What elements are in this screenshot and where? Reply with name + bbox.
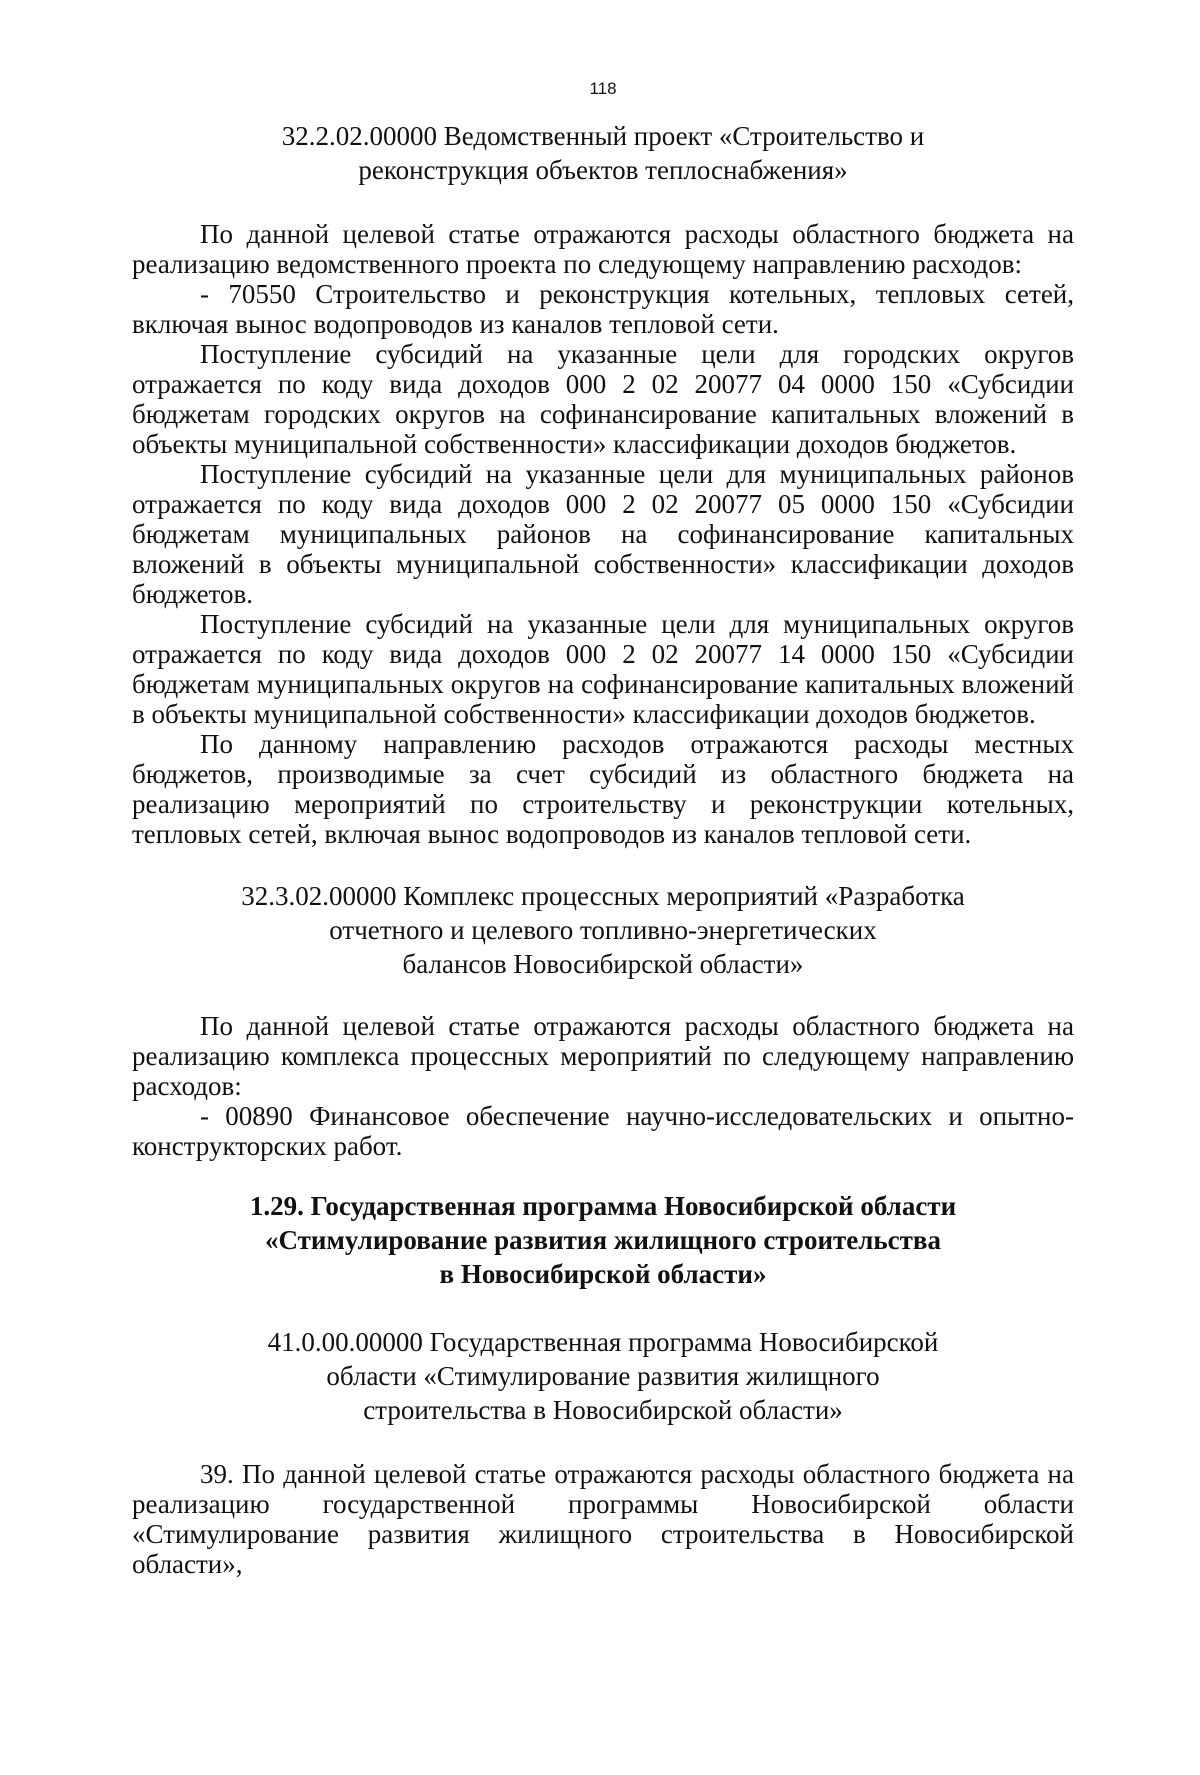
section-title-32-3-02	[132, 879, 1074, 981]
section-title-line: строительства в Новосибирской области»	[363, 1395, 843, 1425]
section-body-41-0-00	[132, 1459, 1074, 1579]
heading-line: «Стимулирование развития жилищного строительства	[264, 1225, 941, 1255]
section-title-line: 41.0.00.00000 Государственная программа Новосибирской	[267, 1327, 939, 1357]
section-body-32-2-02	[132, 219, 1074, 849]
paragraph: Поступление субсидий на указанные цели для муниципальных округов отражается по коду вида доходов 000 2 02 20077 14 0000 150 «Субсидии бюджетам муниципальных округов на софинансирование капитальных вложений в объекты муниципальной собственности» классификации доходов бюджетов.	[132, 609, 1074, 729]
heading-line: 1.29. Государственная программа Новосибирской области	[249, 1191, 957, 1221]
paragraph: - 00890 Финансовое обеспечение научно-исследовательских и опытно-конструкторских работ.	[132, 1101, 1074, 1161]
section-title-41-0-00	[132, 1325, 1074, 1427]
paragraph: По данному направлению расходов отражаются расходы местных бюджетов, производимые за счет субсидий из областного бюджета на реализацию мероприятий по строительству и реконструкции котельных, тепловых сетей, включая вынос водопроводов из каналов тепловой сети.	[132, 729, 1074, 849]
section-title-line: балансов Новосибирской области»	[402, 949, 804, 979]
section-title-line: реконструкция объектов теплоснабжения»	[358, 155, 848, 185]
section-title-line: 32.2.02.00000 Ведомственный проект «Строительство и	[281, 121, 925, 151]
paragraph: По данной целевой статье отражаются расходы областного бюджета на реализацию ведомственного проекта по следующему направлению расходов:	[132, 219, 1074, 279]
section-title-line: отчетного и целевого топливно-энергетических	[329, 915, 877, 945]
section-body-32-3-02	[132, 1011, 1074, 1161]
paragraph: Поступление субсидий на указанные цели для городских округов отражается по коду вида доходов 000 2 02 20077 04 0000 150 «Субсидии бюджетам городских округов на софинансирование капитальных вложений в объекты муниципальной собственности» классификации доходов бюджетов.	[132, 339, 1074, 459]
section-title-line: 32.3.02.00000 Комплекс процессных мероприятий «Разработка	[241, 881, 965, 911]
page-number: 118	[589, 79, 617, 98]
paragraph: - 70550 Строительство и реконструкция котельных, тепловых сетей, включая вынос водопроводов из каналов тепловой сети.	[132, 279, 1074, 339]
section-title-32-2-02	[132, 119, 1074, 187]
paragraph: Поступление субсидий на указанные цели для муниципальных районов отражается по коду вида доходов 000 2 02 20077 05 0000 150 «Субсидии бюджетам муниципальных районов на софинансирование капитальных вложений в объекты муниципальной собственности» классификации доходов бюджетов.	[132, 459, 1074, 609]
heading-line: в Новосибирской области»	[439, 1259, 767, 1289]
section-title-line: области «Стимулирование развития жилищного	[326, 1361, 880, 1391]
paragraph: 39. По данной целевой статье отражаются расходы областного бюджета на реализацию государственной программы Новосибирской области «Стимулирование развития жилищного строительства в Новосибирской области»,	[132, 1459, 1074, 1579]
document-page	[0, 78, 1200, 1775]
heading-program-1-29	[132, 1189, 1074, 1291]
paragraph: По данной целевой статье отражаются расходы областного бюджета на реализацию комплекса процессных мероприятий по следующему направлению расходов:	[132, 1011, 1074, 1101]
